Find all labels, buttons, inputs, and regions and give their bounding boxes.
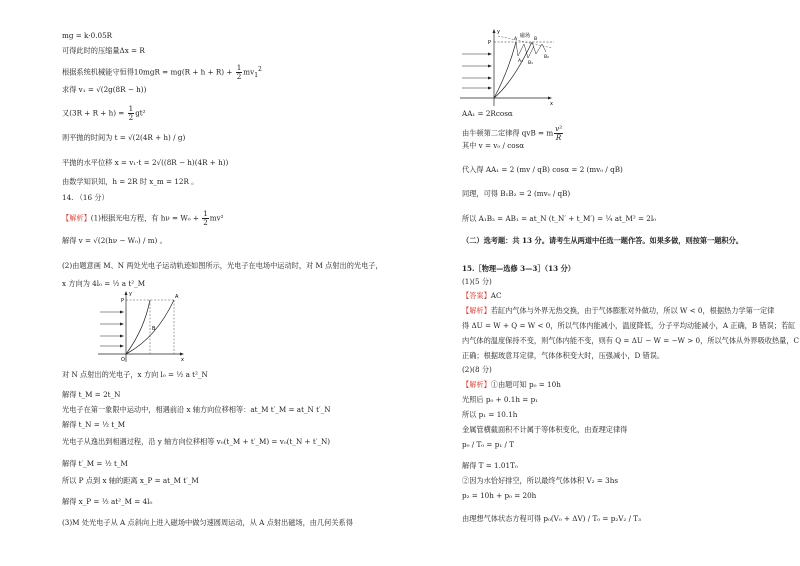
eq-xp: 解得 x_P = ½ at²_M = 4l₀ [62, 497, 153, 506]
eq-tm-prime: 解得 t′_M = ½ t_M [62, 459, 128, 468]
solution2-tag: 【解析】 [462, 380, 491, 389]
eq-after-light: 光照后 p₀ + 0.1h = p₁ [462, 395, 539, 404]
eq-tn: 解得 t_N = ½ t_M [62, 420, 126, 429]
eq-energy: 根据系统机械能守恒得10mgR = mg(R + h + R) + $\frac{1}{2}$ $mv_1^2$ [62, 63, 262, 81]
eq-n-x: 对 N 点射出的光电子，x 方向 l₀ = ½ a t²_N [62, 370, 208, 379]
diagram1-label-x: x [181, 357, 184, 363]
text-y-displacement: 光电子从逸出到相遇过程，沿 y 轴方向位移相等 v₀(t_M + t′_M) = v₀(t_N + t′_N) [62, 437, 331, 446]
explanation-tag: 【解析】 [462, 306, 491, 315]
section-elective-heading: （二）选考题：共 13 分。请考生从两道中任选一题作答。如果多做，则按第一题积分。 [462, 236, 743, 245]
eq-p2: p₂ = 10h + p₀ = 20h [462, 491, 537, 500]
explanation-line2: 得 ΔU = W + Q = W < 0，所以气体内能减小，温度降低，分子平均动能减小，A 正确，B 错误；若缸 [462, 321, 796, 330]
eq-aa1-sub: 代入得 AA₁ = 2 (mv / qB) cosα = 2 (mv₀ / qB) [462, 165, 623, 174]
diagram2-label-field: 磁场 [520, 33, 531, 39]
trajectory-diagram [96, 290, 188, 364]
eq-tm: 解得 t_M = 2t_N [62, 390, 121, 399]
eq-ratio: p₀ / T₀ = p₁ / T [462, 440, 515, 449]
diagram2-label-a: A [514, 37, 518, 42]
text-charles-law: 金属管横截面积不计属于等体积变化，由查理定律得 [462, 425, 628, 434]
answer-tag: 【答案】 [462, 291, 491, 300]
eq-displacement: 平抛的水平位移 x = v₁·t = 2√((8R − h)(4R + h)) [62, 158, 229, 167]
diagram2-label-b1: B₁ [528, 61, 533, 66]
diagram2-label-y: y [497, 29, 500, 35]
eq-t: 解得 T = 1.01T₀ [462, 461, 518, 470]
explanation-line4: 正确；根据玻意耳定律，气体体积变大时，压强减小，D 错误。 [462, 351, 665, 360]
answer-line [462, 292, 501, 299]
diagram2-label-x: x [550, 101, 553, 107]
solution-tag: 【解析】 [62, 213, 91, 223]
diagram2-label-a1: A₁ [518, 59, 523, 64]
text-newton: 由牛顿第二定律得 qvB = m $\frac{\text{v²}}{R}$ [462, 124, 563, 142]
question-14-heading: 14. （16 分） [62, 193, 109, 202]
diagram1-label-o: O [121, 357, 125, 363]
solution2-line1: 【解析】①由题可知 p₀ = 10h [462, 380, 561, 389]
eq-velocity: 解得 v = √(2(hν − W₀) / m) 。 [62, 236, 167, 245]
eq-p1: 所以 p₁ = 10.1h [462, 410, 518, 419]
diagram2-label-b2: B₂ [544, 55, 549, 60]
diagram1-label-y: y [129, 291, 132, 297]
explanation-line3: 内气体的温度保持不变，则气体内能不变，则有 Q = ΔU − W = −W > 0，所以气体从外界吸收热量，C [462, 336, 800, 345]
text-part3: (3)M 处光电子从 A 点斜向上进入磁场中做匀速圆周运动，从 A 点射出磁场，由几何关系得 [62, 518, 353, 527]
eq-v: 其中 v = v₀ / cosα [462, 141, 525, 150]
eq-mg: mg = k·0.05R [62, 31, 113, 40]
eq-time: 则平抛的时间为 t = √(2(4R + h) / g) [62, 133, 186, 142]
explanation-line1: 【解析】若缸内气体与外界无热交换，由于气体膨胀对外做功，所以 W < 0，根据热力学第一定律 [462, 306, 775, 315]
diagram2-label-p: P [488, 40, 492, 46]
eq-fall: 又(3R + R + h) = $\frac{1}{2}$ gt² [62, 104, 146, 122]
diagram2-label-b: B [534, 37, 538, 42]
part1-heading: (1)(5 分) [462, 277, 492, 286]
answer-value: AC [490, 291, 502, 300]
solution-part1: 【解析】(1)根据光电方程，有 hν = W₀ + $\frac{1}{2}$ mv² [62, 209, 224, 227]
text-conclusion: 由数学知识知，h = 2R 时 x_m = 12R 。 [62, 177, 199, 186]
text-volume: ②因为水恰好排空，所以最终气体体积 V₂ = 3hs [462, 476, 619, 485]
diagram1-label-a: A [175, 294, 179, 300]
text-first-quadrant: 光电子在第一象限中运动中，相遇前沿 x 轴方向位移相等：at_M t′_M = at_N t′_N [62, 405, 331, 414]
magnetic-field-diagram [458, 28, 558, 108]
eq-m-x: x 方向为 4l₀ = ½ a t²_M [62, 279, 146, 288]
eq-b1b2: 同理，可得 B₁B₂ = 2 (mv₀ / qB) [462, 189, 571, 198]
text-compression: 可得此时的压缩量Δx = R [62, 46, 145, 55]
eq-v1: 求得 v₁ = √(2g(8R − h)) [62, 85, 147, 94]
part2-heading: (2)(8 分) [462, 365, 492, 374]
eq-ideal-gas: 由理想气体状态方程可得 p₀(V₀ + ΔV) / T₀ = p₂V₂ / T₃ [462, 514, 641, 523]
question-15-heading: 15.［物理—选修 3—3］（13 分） [462, 264, 575, 273]
diagram1-label-p: P [121, 298, 125, 304]
text-part2: (2)由题意画 M、N 两处光电子运动轨迹如图所示，光电子在电场中运动时，对 M 点射出的光电子， [62, 261, 383, 270]
eq-aa1: AA₁ = 2Rcosα [462, 109, 513, 118]
text-p-distance: 所以 P 点到 x 轴的距离 x_P = at_M t′_M [62, 476, 199, 485]
eq-a1b2: 所以 A₁B₂ = AB₁ = at_N (t_N′ + t_M′) = ¼ at_M² = 2l₀ [462, 214, 657, 223]
diagram1-label-b: B [152, 326, 156, 332]
